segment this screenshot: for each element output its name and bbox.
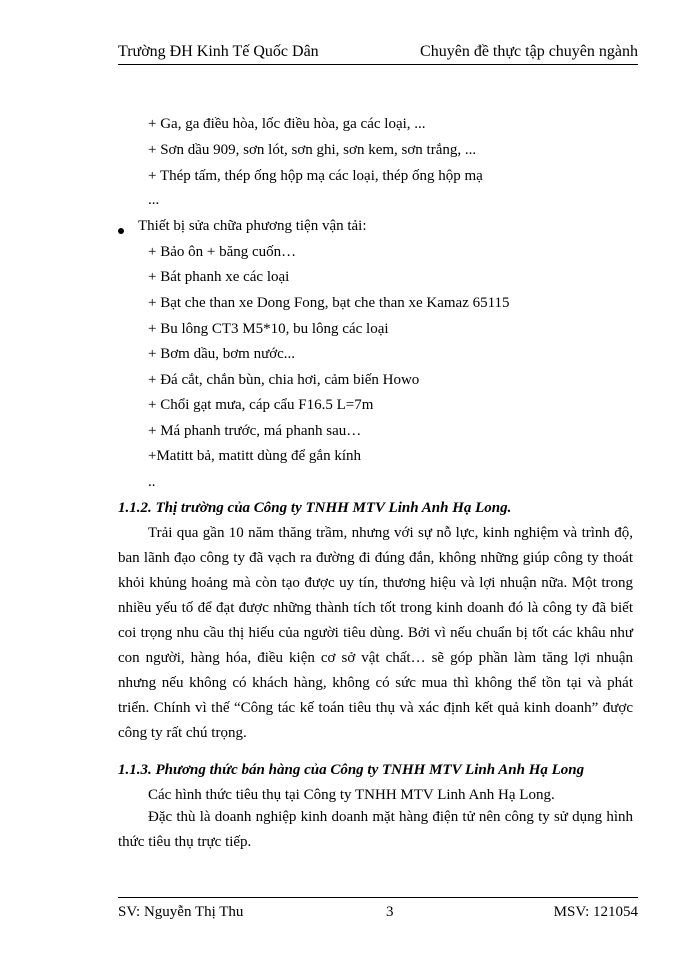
footer-msv: MSV: 121054 xyxy=(553,904,638,920)
list-item: + Đá cắt, chắn bùn, chia hơi, cảm biến Howo xyxy=(148,372,420,388)
footer-student: SV: Nguyễn Thị Thu xyxy=(118,904,244,920)
list-item: + Bơm dầu, bơm nước... xyxy=(148,346,296,362)
section-paragraph-113: Đặc thù là doanh nghiệp kinh doanh mặt hàng điện tử nên công ty sử dụng hình thức tiêu thụ trực tiếp. xyxy=(118,809,633,850)
bullet-heading: Thiết bị sửa chữa phương tiện vận tải: xyxy=(138,218,367,234)
header-rule xyxy=(118,64,638,65)
section-line-113: Các hình thức tiêu thụ tại Công ty TNHH MTV Linh Anh Hạ Long. xyxy=(148,787,555,803)
section-heading-112: 1.1.2. Thị trường của Công ty TNHH MTV Linh Anh Hạ Long. xyxy=(118,500,512,516)
list-item: ... xyxy=(148,192,160,208)
header-title: Chuyên đề thực tập chuyên ngành xyxy=(420,43,638,60)
list-item: + Bát phanh xe các loại xyxy=(148,269,290,285)
footer-rule xyxy=(118,897,638,898)
list-item: +Matitt bả, matitt dùng để gắn kính xyxy=(148,448,362,464)
section-paragraph-112: Trải qua gần 10 năm thăng trầm, nhưng với sự nỗ lực, kinh nghiệm và trình độ, ban lãnh đạo công ty đã vạch ra đường đi đúng đắn, không những giúp công ty thoát khỏi khủng hoảng mà còn tạo được uy tín, thương hiệu và lợi nhuận nữa. Một trong nhiều yếu tố để đạt được những thành tích tốt trong kinh doanh đó là công ty đã biết coi trọng nhu cầu thị hiếu của người tiêu dùng. Bởi vì nếu chuẩn bị tốt các khâu như con người, hàng hóa, điều kiện cơ sở vật chất… sẽ góp phần làm tăng lợi nhuận nhưng nếu không có khách hàng, không có sức mua thì không thể tồn tại và phát triển. Chính vì thế “Công tác kế toán tiêu thụ và xác định kết quả kinh doanh” được công ty rất chú trọng. xyxy=(118,525,633,741)
list-item: .. xyxy=(148,474,156,490)
list-item: + Chổi gạt mưa, cáp cẩu F16.5 L=7m xyxy=(148,397,374,413)
section-heading-113: 1.1.3. Phương thức bán hàng của Công ty TNHH MTV Linh Anh Hạ Long xyxy=(118,762,585,778)
bullet-icon xyxy=(118,228,124,234)
list-item: + Bạt che than xe Dong Fong, bạt che than xe Kamaz 65115 xyxy=(148,295,510,311)
page-number: 3 xyxy=(386,904,394,920)
list-item: + Bu lông CT3 M5*10, bu lông các loại xyxy=(148,321,389,337)
list-item: + Sơn dầu 909, sơn lót, sơn ghi, sơn kem, sơn trắng, ... xyxy=(148,142,477,158)
list-item: + Bảo ôn + băng cuốn… xyxy=(148,244,297,260)
list-item: + Ga, ga điều hòa, lốc điều hòa, ga các loại, ... xyxy=(148,116,426,132)
list-item: + Má phanh trước, má phanh sau… xyxy=(148,423,362,439)
list-item: + Thép tấm, thép ống hộp mạ các loại, thép ống hộp mạ xyxy=(148,168,483,184)
header-school: Trường ĐH Kinh Tế Quốc Dân xyxy=(118,43,319,60)
